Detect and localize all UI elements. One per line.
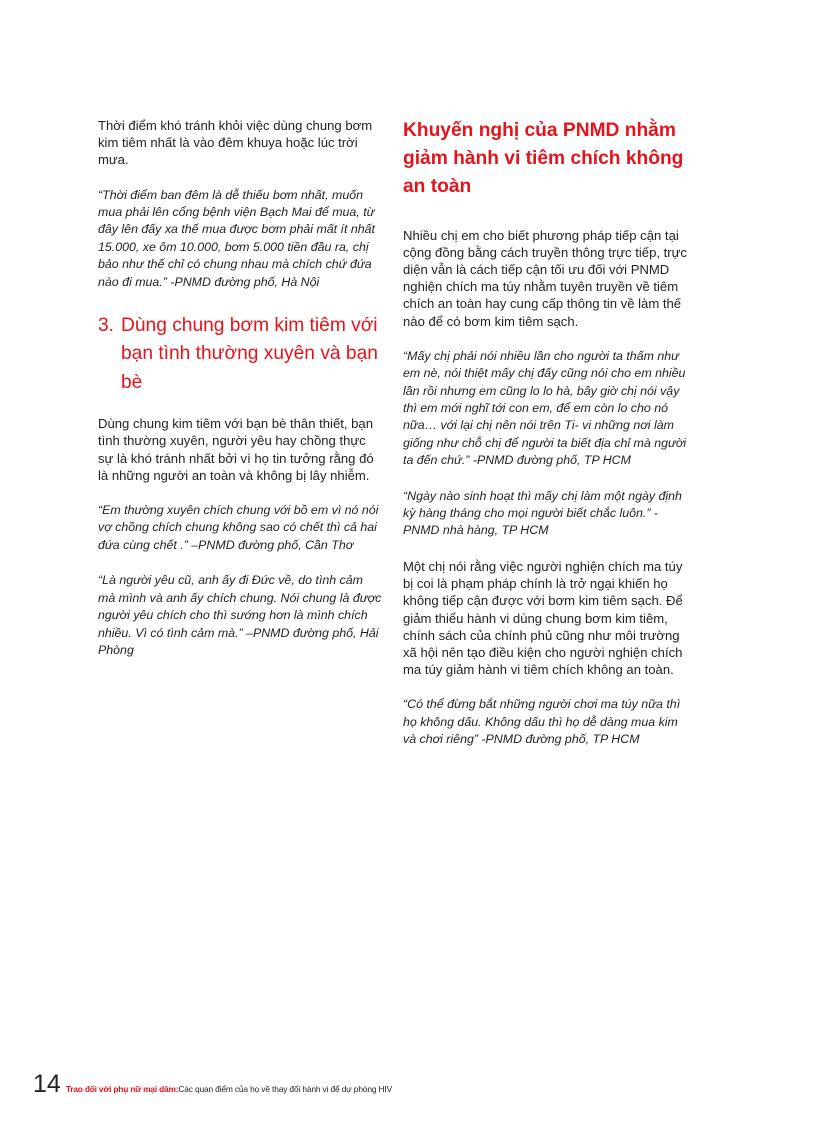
- page-number: 14: [33, 1070, 61, 1098]
- quote-night-time: “Thời điểm ban đêm là dễ thiếu bơm nhất, muốn mua phải lên cổng bệnh viện Bạch Mai để mua, từ đây lên đấy xa thế mua được bơm phải mất ít nhất 15.000, xe ôm 10.000, bơm 5.000 tiền đầu ra, chị bảo như thế chỉ có chung nhau mà chích chứ đứa nào đi mua.” -PNMD đường phố, Hà Nội: [98, 187, 375, 289]
- section-heading-text: Dùng chung bơm kim tiêm với bạn tình thường xuyên và bạn bè: [121, 315, 378, 393]
- page-footer: [33, 1069, 793, 1099]
- quote-tp-hcm-street: “Mấy chị phải nói nhiều lần cho người ta thấm như em nè, nói thiệt mấy chị đấy cũng nói cho em nhiều lần rồi nhưng em cũng lo lo hà, bây giờ chị nói vậy thì em mới nghĩ tới con em, để em còn lo cho nó nữa… với lại chị nên nói trên Ti- vi những nơi làm giống như chỗ chị để người ta biết địa chỉ mà người ta đến chứ.” -PNMD đường phố, TP HCM: [403, 348, 687, 468]
- section-number: 3.: [98, 315, 115, 337]
- quote-hai-phong: “Là người yêu cũ, anh ấy đi Đức về, do tình cảm mà mình và anh ấy chích chung. Nói chung là được người yêu chích cho thì sướng hơn là mình chích nhiều. Vì có tình cảm mà.” –PNMD đường phố, Hải Phòng: [98, 573, 382, 657]
- recommendations-paragraph-1: Nhiều chị em cho biết phương pháp tiếp cận tại cộng đồng bằng cách truyền thông trực tiếp, trực diện vẫn là cách tiếp cận tối ưu đối với PNMD nghiện chích ma túy nhằm tuyên truyền về tiêm chích an toàn hay cung cấp thông tin về làm thế nào để có bơm kim tiêm sạch.: [403, 227, 687, 329]
- intro-paragraph: Thời điểm khó tránh khỏi việc dùng chung bơm kim tiêm nhất là vào đêm khuya hoặc lúc trời mưa.: [98, 118, 373, 168]
- quote-can-tho: “Em thường xuyên chích chung với bồ em vì nó nói vợ chồng chích chung không sao có chết thì cả hai đứa cùng chết .” –PNMD đường phố, Cần Thơ: [98, 503, 379, 552]
- quote-tp-hcm-restaurant: “Ngày nào sinh hoạt thì mấy chị làm một ngày định kỳ hàng tháng cho mọi người biết chắc luôn.” -PNMD nhà hàng, TP HCM: [403, 488, 682, 538]
- section-heading: [98, 312, 383, 397]
- left-column: [98, 117, 383, 659]
- recommendations-paragraph-2: Một chị nói rằng việc người nghiện chích ma túy bị coi là phạm pháp chính là trở ngại khiến họ không tiếp cận được với bơm kim tiêm sạch. Để giảm thiểu hành vi dùng chung bơm kim tiêm, chính sách của chính phủ cũng như môi trường xã hội nên tạo điều kiện cho người nghiện chích ma túy giảm hành vi tiêm chích không an toàn.: [403, 558, 683, 678]
- footer-doc-title: Trao đổi với phụ nữ mại dâm:: [65, 1084, 179, 1094]
- recommendations-heading: Khuyến nghị của PNMD nhằm giảm hành vi tiêm chích không an toàn: [403, 120, 684, 198]
- quote-tp-hcm-final: “Có thể đừng bắt những người chơi ma túy nữa thì họ không dấu. Không dấu thì họ dễ dàng mua kim và chơi riêng” -PNMD đường phố, TP HCM: [403, 697, 681, 747]
- section-paragraph: Dùng chung kim tiêm với bạn bè thân thiết, bạn tình thường xuyên, người yêu hay chồng thực sự là khó tránh nhất bởi vì họ tin tưởng rằng đó là những người an toàn và không bị lây nhiễm.: [98, 416, 374, 483]
- footer-doc-subtitle: Các quan điểm của họ về thay đổi hành vi để dự phòng HIV: [178, 1084, 393, 1094]
- right-column: [403, 117, 693, 749]
